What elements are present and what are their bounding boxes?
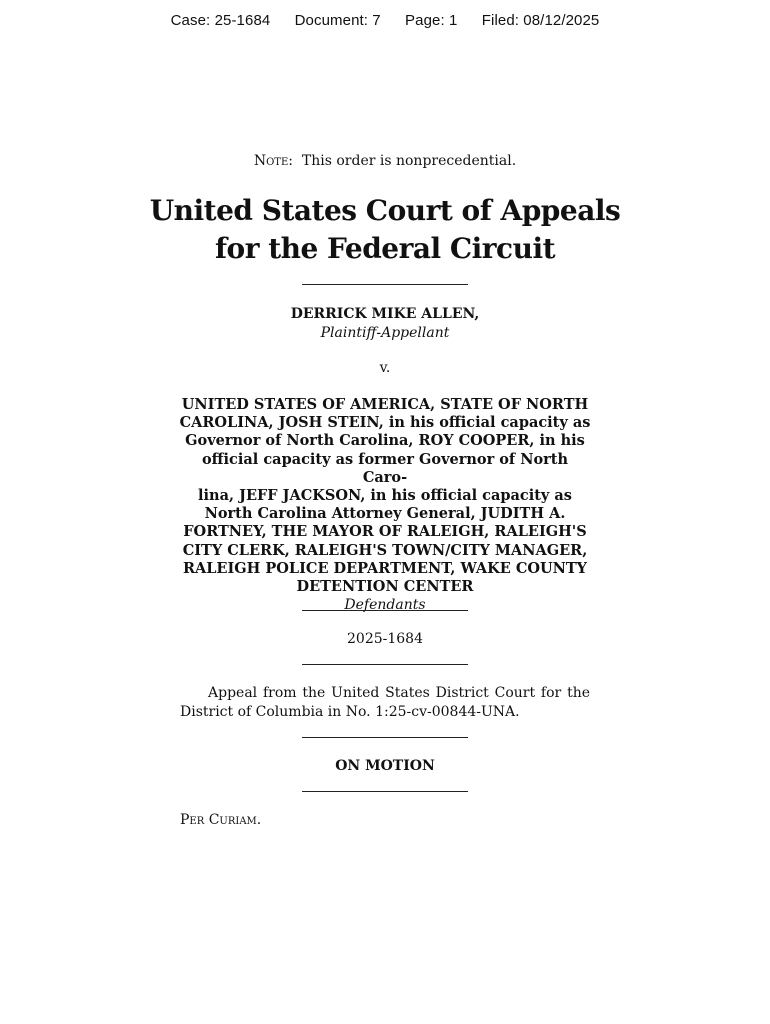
divider-rule bbox=[302, 610, 468, 611]
filed-date: Filed: 08/12/2025 bbox=[481, 12, 600, 29]
defendant-line: lina, JEFF JACKSON, in his official capacity as bbox=[198, 487, 572, 505]
appeal-text: Appeal from the United States District Court for the District of Columbia in No. 1:25-cv-00844-UNA. bbox=[180, 685, 590, 720]
appellant-role: Plaintiff-Appellant bbox=[320, 325, 450, 341]
defendants-block bbox=[178, 396, 592, 614]
divider-rule bbox=[302, 791, 468, 792]
defendant-line: North Carolina Attorney General, JUDITH A. bbox=[204, 505, 566, 523]
court-title bbox=[0, 192, 770, 268]
appellant-name: DERRICK MIKE ALLEN, bbox=[290, 306, 480, 322]
defendants-role: Defendants bbox=[344, 597, 426, 614]
divider-rule bbox=[302, 664, 468, 665]
versus-label: v. bbox=[379, 360, 391, 376]
defendant-line: DETENTION CENTER bbox=[296, 578, 474, 596]
note-text: This order is nonprecedential. bbox=[301, 153, 517, 169]
case-number: Case: 25-1684 bbox=[170, 12, 271, 29]
on-motion-heading: ON MOTION bbox=[335, 758, 435, 774]
appeal-paragraph bbox=[180, 684, 590, 722]
defendant-line: CAROLINA, JOSH STEIN, in his official capacity as bbox=[179, 414, 591, 432]
document-number: Document: 7 bbox=[294, 12, 381, 29]
defendant-line: Governor of North Carolina, ROY COOPER, in his bbox=[185, 432, 585, 450]
defendant-line: FORTNEY, THE MAYOR OF RALEIGH, RALEIGH'S bbox=[183, 523, 587, 541]
defendant-line: RALEIGH POLICE DEPARTMENT, WAKE COUNTY bbox=[182, 559, 588, 577]
appellant-block bbox=[178, 305, 592, 343]
per-curiam: Per Curiam. bbox=[180, 812, 262, 828]
defendant-line: CITY CLERK, RALEIGH'S TOWN/CITY MANAGER, bbox=[182, 541, 588, 559]
docket-number: 2025-1684 bbox=[347, 631, 423, 647]
precedential-note: Note: This order is nonprecedential. bbox=[253, 153, 517, 169]
note-label: Note bbox=[253, 153, 289, 169]
defendant-line: UNITED STATES OF AMERICA, STATE OF NORTH bbox=[181, 396, 589, 413]
court-title-line-1: United States Court of Appeals bbox=[149, 194, 621, 227]
defendant-line: official capacity as former Governor of North Caro- bbox=[201, 450, 569, 486]
court-title-line-2: for the Federal Circuit bbox=[214, 232, 556, 265]
document-header bbox=[0, 12, 770, 29]
divider-rule bbox=[302, 284, 468, 285]
divider-rule bbox=[302, 737, 468, 738]
page-number: Page: 1 bbox=[405, 12, 458, 29]
